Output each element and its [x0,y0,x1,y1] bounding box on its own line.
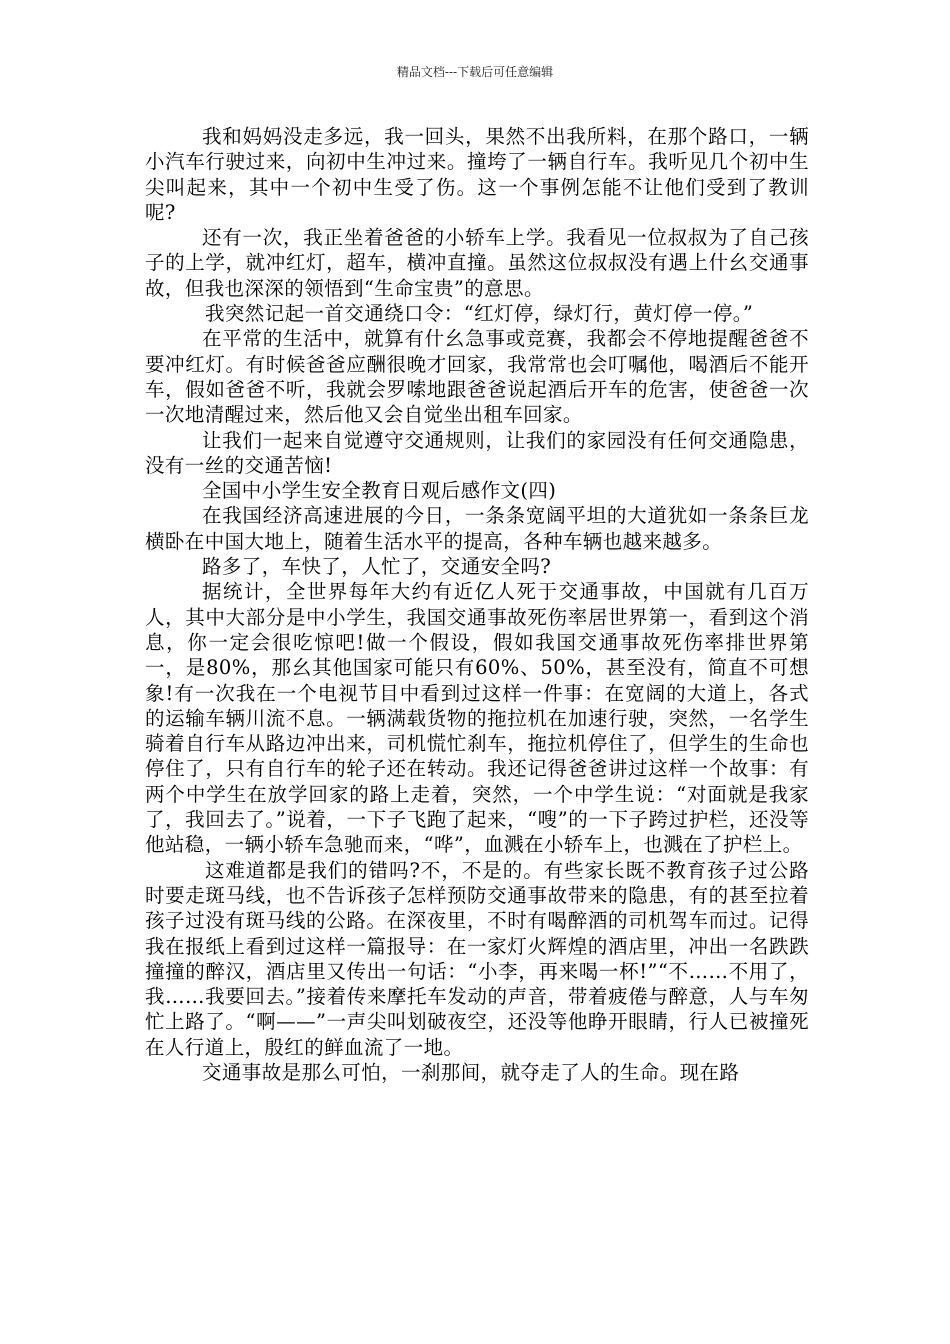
paragraph: 在平常的生活中，就算有什幺急事或竞赛，我都会不停地提醒爸爸不要冲红灯。有时候爸爸应酬很晚才回家，我常常也会叮嘱他，喝酒后不能开车，假如爸爸不听，我就会罗嗦地跟爸爸说起酒后开车的危害，使爸爸一次一次地清醒过来，然后他又会自觉坐出租车回家。 [145,327,809,427]
page-header: 精品文档---下载后可任意编辑 [396,65,554,79]
paragraph: 让我们一起来自觉遵守交通规则，让我们的家园没有任何交通隐患，没有一丝的交通苦恼! [145,428,809,477]
section-heading: 全国中小学生安全教育日观后感作文(四) [202,479,557,503]
paragraph: 我突然记起一首交通绕口令：“红灯停，绿灯行，黄灯停一停。” [205,302,754,326]
paragraph: 路多了，车快了，人忙了，交通安全吗? [202,555,552,579]
paragraph: 在我国经济高速进展的今日，一条条宽阔平坦的大道犹如一条条巨龙横卧在中国大地上，随着生活水平的提高，各种车辆也越来越多。 [145,504,809,553]
paragraph: 交通事故是那么可怕，一刹那间，就夺走了人的生命。现在路 [202,1060,740,1084]
paragraph: 还有一次，我正坐着爸爸的小轿车上学。我看见一位叔叔为了自己孩子的上学，就冲红灯，超车，横冲直撞。虽然这位叔叔没有遇上什幺交通事故，但我也深深的领悟到“生命宝贵”的意思。 [145,226,809,300]
paragraph: 这难道都是我们的错吗?不，不是的。有些家长既不教育孩子过公路时要走斑马线，也不告诉孩子怎样预防交通事故带来的隐患，有的甚至拉着孩子过没有斑马线的公路。在深夜里，不时有喝醉酒的司机驾车而过。记得我在报纸上看到过这样一篇报导：在一家灯火辉煌的酒店里，冲出一名跌跌撞撞的醉汉，酒店里又传出一句话：“小李，再来喝一杯!”“不……不用了，我……我要回去。”接着传来摩托车发动的声音，带着疲倦与醉意，人与车匆忙上路了。“啊——”一声尖叫划破夜空，还没等他睁开眼睛，行人已被撞死在人行道上，殷红的鲜血流了一地。 [145,858,809,1059]
document-body [145,124,809,1085]
paragraph: 据统计，全世界每年大约有近亿人死于交通事故，中国就有几百万人，其中大部分是中小学生，我国交通事故死伤率居世界第一，看到这个消息，你一定会很吃惊吧!做一个假设，假如我国交通事故死伤率排世界第一，是80%，那幺其他国家可能只有60%、50%，甚至没有，简直不可想象!有一次我在一个电视节目中看到过这样一件事：在宽阔的大道上，各式的运输车辆川流不息。一辆满载货物的拖拉机在加速行驶，突然，一名学生骑着自行车从路边冲出来，司机慌忙刹车，拖拉机停住了，但学生的生命也停住了，只有自行车的轮子还在转动。我还记得爸爸讲过这样一个故事：有两个中学生在放学回家的路上走着，突然，一个中学生说：“对面就是我家了，我回去了。”说着，一下子飞跑了起来，“嗖”的一下子跨过护栏，还没等他站稳，一辆小轿车急驰而来，“哗”，血溅在小轿车上，也溅在了护栏上。 [145,580,809,857]
paragraph: 我和妈妈没走多远，我一回头，果然不出我所料，在那个路口，一辆小汽车行驶过来，向初中生冲过来。撞垮了一辆自行车。我听见几个初中生尖叫起来，其中一个初中生受了伤。这一个事例怎能不让他们受到了教训呢? [145,125,809,224]
